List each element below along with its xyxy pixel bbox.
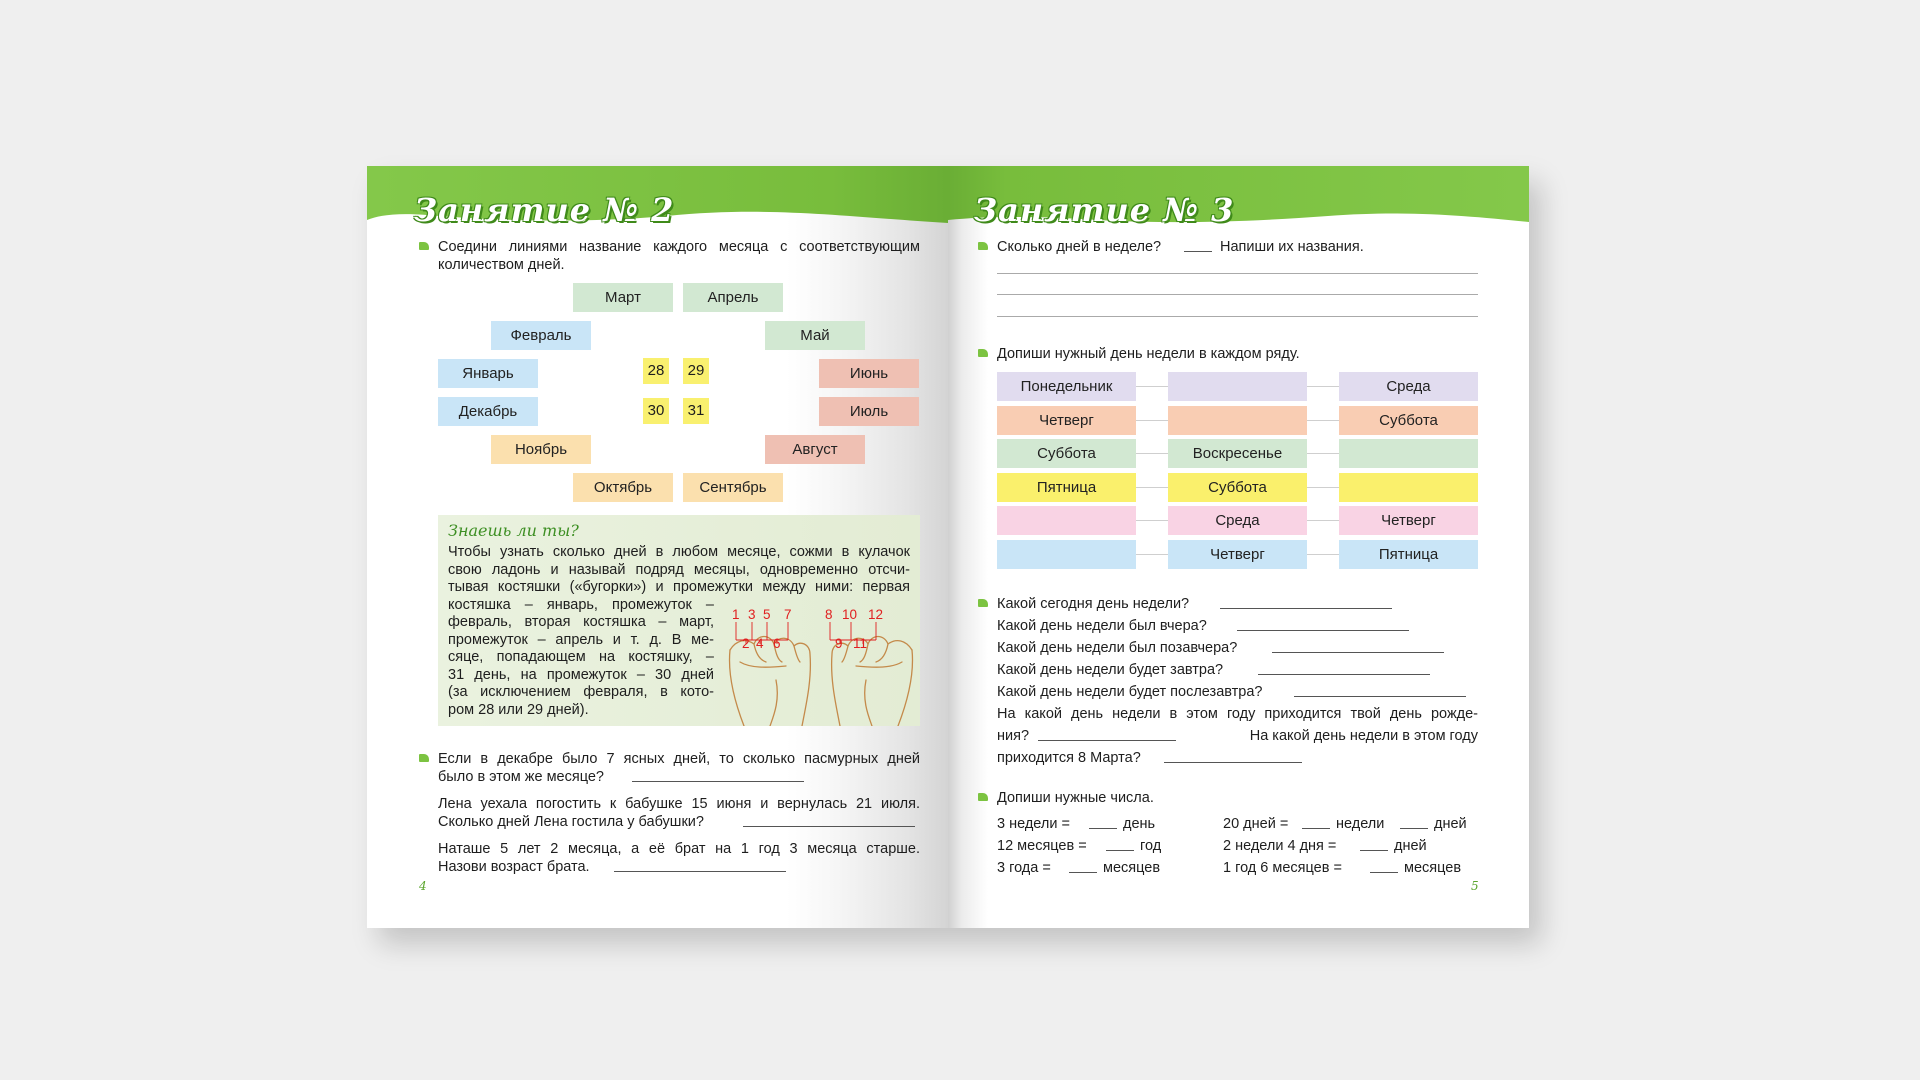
row-connector bbox=[1136, 520, 1168, 521]
page-number: 4 bbox=[419, 879, 427, 893]
row-connector bbox=[1307, 554, 1339, 555]
right-page bbox=[948, 166, 1529, 928]
question-today: Какой сегодня день недели? bbox=[997, 596, 1190, 612]
days-31[interactable]: 31 bbox=[683, 398, 709, 424]
know-line: Чтобы узнать сколько дней в любом месяце, сожми в кулачок bbox=[448, 544, 910, 560]
task2-text: Допиши нужный день недели в каждом ряду. bbox=[997, 346, 1300, 362]
row-connector bbox=[1307, 386, 1339, 387]
weekday-blank-cell[interactable] bbox=[997, 506, 1136, 535]
month-october[interactable]: Октябрь bbox=[573, 473, 673, 502]
task1-line2: количеством дней. bbox=[438, 257, 565, 273]
lesson-title: Занятие № 2 bbox=[414, 191, 675, 229]
answer-line[interactable] bbox=[1038, 740, 1176, 741]
task1-part2: Напиши их названия. bbox=[1220, 239, 1364, 255]
answer-line[interactable] bbox=[1272, 652, 1444, 653]
row-connector bbox=[1307, 420, 1339, 421]
conv-left-b: год bbox=[1140, 838, 1162, 854]
hand-number: 4 bbox=[756, 636, 764, 651]
month-march[interactable]: Март bbox=[573, 283, 673, 312]
conv-right-b: недели bbox=[1336, 816, 1385, 832]
task1-line1: Соедини линиями название каждого месяца с соответствующим bbox=[438, 239, 920, 255]
task2-line1: Если в декабре было 7 ясных дней, то сколько пасмурных дней bbox=[438, 751, 920, 767]
month-april[interactable]: Апрель bbox=[683, 283, 783, 312]
question-birthday-line1: На какой день недели в этом году приходится твой день рожде- bbox=[997, 706, 1478, 722]
weekday-cell: Четверг bbox=[1339, 506, 1478, 535]
answer-line[interactable] bbox=[1106, 850, 1134, 851]
conv-left-a: 3 года = bbox=[997, 860, 1051, 876]
answer-line[interactable] bbox=[1400, 828, 1428, 829]
know-line: свою ладонь и называй подряд месяцы, одновременно отсчи- bbox=[448, 561, 910, 578]
page-number: 5 bbox=[1471, 879, 1479, 893]
task-bullet bbox=[978, 242, 988, 250]
conv-left-a: 3 недели = bbox=[997, 816, 1070, 832]
task3-line2: Сколько дней Лена гостила у бабушки? bbox=[438, 814, 704, 830]
task2-line2: было в этом же месяце? bbox=[438, 769, 604, 785]
month-may[interactable]: Май bbox=[765, 321, 865, 350]
task1-part1: Сколько дней в неделе? bbox=[997, 239, 1162, 255]
question-march8-line1: На какой день недели в этом году bbox=[1249, 728, 1478, 744]
weekday-cell: Пятница bbox=[1339, 540, 1478, 569]
answer-line[interactable] bbox=[1069, 872, 1097, 873]
task4-line2: Назови возраст брата. bbox=[438, 859, 590, 875]
weekday-cell: Суббота bbox=[1339, 406, 1478, 435]
writing-line[interactable] bbox=[997, 316, 1478, 317]
answer-line[interactable] bbox=[1302, 828, 1330, 829]
days-29[interactable]: 29 bbox=[683, 358, 709, 384]
month-november[interactable]: Ноябрь bbox=[491, 435, 591, 464]
conv-right-b: месяцев bbox=[1404, 860, 1462, 876]
weekday-cell: Пятница bbox=[997, 473, 1136, 502]
conv-right-a: 20 дней = bbox=[1223, 816, 1289, 832]
hand-number: 6 bbox=[773, 636, 781, 651]
did-you-know-box bbox=[438, 515, 920, 726]
row-connector bbox=[1307, 520, 1339, 521]
writing-line[interactable] bbox=[997, 273, 1478, 274]
weekday-cell: Среда bbox=[1168, 506, 1307, 535]
question-day-after-tomorrow: Какой день недели будет послезавтра? bbox=[997, 684, 1263, 700]
answer-line[interactable] bbox=[1294, 696, 1466, 697]
month-august[interactable]: Август bbox=[765, 435, 865, 464]
know-line: 31 день, на промежуток – 30 дней bbox=[448, 666, 714, 683]
writing-line[interactable] bbox=[997, 294, 1478, 295]
month-february[interactable]: Февраль bbox=[491, 321, 591, 350]
question-tomorrow: Какой день недели будет завтра? bbox=[997, 662, 1224, 678]
weekday-blank-cell[interactable] bbox=[1168, 372, 1307, 401]
task4-title: Допиши нужные числа. bbox=[997, 790, 1154, 806]
answer-line[interactable] bbox=[1220, 608, 1392, 609]
answer-line[interactable] bbox=[743, 826, 915, 827]
weekday-blank-cell[interactable] bbox=[1339, 473, 1478, 502]
know-line: (за исключением февраля, в кото- bbox=[448, 684, 714, 700]
task-bullet bbox=[978, 793, 988, 801]
workbook-spread bbox=[367, 166, 1529, 928]
task-bullet bbox=[978, 349, 988, 357]
task-bullet bbox=[419, 242, 429, 250]
question-march8-line2: приходится 8 Марта? bbox=[997, 750, 1141, 766]
hand-number: 3 bbox=[748, 607, 756, 622]
task4-line1: Наташе 5 лет 2 месяца, а её брат на 1 год 3 месяца старше. bbox=[438, 841, 920, 857]
hand-number: 9 bbox=[835, 636, 843, 651]
hand-number: 5 bbox=[763, 607, 771, 622]
did-you-know-title: Знаешь ли ты? bbox=[448, 521, 579, 540]
conv-left-b: день bbox=[1123, 816, 1156, 832]
lesson-title: Занятие № 3 bbox=[974, 191, 1235, 229]
task-bullet bbox=[419, 754, 429, 762]
know-line: февраль, вторая костяшка – март, bbox=[448, 614, 714, 630]
task3-line1: Лена уехала погостить к бабушке 15 июня и вернулась 21 июля. bbox=[438, 796, 920, 812]
conv-left-a: 12 месяцев = bbox=[997, 838, 1087, 854]
row-connector bbox=[1136, 420, 1168, 421]
weekday-cell: Четверг bbox=[1168, 540, 1307, 569]
weekday-cell: Суббота bbox=[997, 439, 1136, 468]
question-yesterday: Какой день недели был вчера? bbox=[997, 618, 1207, 634]
weekday-blank-cell[interactable] bbox=[1339, 439, 1478, 468]
row-connector bbox=[1307, 453, 1339, 454]
weekday-cell: Среда bbox=[1339, 372, 1478, 401]
weekday-cell: Понедельник bbox=[997, 372, 1136, 401]
conv-right-a: 1 год 6 месяцев = bbox=[1223, 860, 1342, 876]
hand-number: 2 bbox=[742, 636, 750, 651]
question-day-before-yesterday: Какой день недели был позавчера? bbox=[997, 640, 1238, 656]
conv-left-b: месяцев bbox=[1103, 860, 1161, 876]
hand-number: 12 bbox=[868, 607, 884, 622]
weekday-cell: Воскресенье bbox=[1168, 439, 1307, 468]
answer-line[interactable] bbox=[1258, 674, 1430, 675]
know-line: тывая костяшки («бугорки») и промежутки между ними: первая bbox=[448, 579, 910, 595]
days-28[interactable]: 28 bbox=[643, 358, 669, 384]
month-june[interactable]: Июнь bbox=[819, 359, 919, 388]
know-line: промежуток – апрель и т. д. В ме- bbox=[448, 631, 714, 648]
row-connector bbox=[1136, 453, 1168, 454]
answer-line[interactable] bbox=[614, 871, 786, 872]
weekday-cell: Суббота bbox=[1168, 473, 1307, 502]
conv-right-c: дней bbox=[1434, 816, 1467, 832]
month-january[interactable]: Январь bbox=[438, 359, 538, 388]
hand-number: 10 bbox=[842, 607, 858, 622]
weekday-cell: Четверг bbox=[997, 406, 1136, 435]
left-page bbox=[367, 166, 948, 928]
weekday-blank-cell[interactable] bbox=[997, 540, 1136, 569]
row-connector bbox=[1307, 487, 1339, 488]
month-december[interactable]: Декабрь bbox=[438, 397, 538, 426]
row-connector bbox=[1136, 386, 1168, 387]
hand-number: 1 bbox=[732, 607, 740, 622]
answer-line[interactable] bbox=[1089, 828, 1117, 829]
know-line: сяце, попадающем на костяшку, – bbox=[448, 649, 714, 665]
task-bullet bbox=[978, 599, 988, 607]
know-line: костяшка – январь, промежуток – bbox=[448, 596, 714, 613]
answer-line[interactable] bbox=[1237, 630, 1409, 631]
month-july[interactable]: Июль bbox=[819, 397, 919, 426]
conv-right-a: 2 недели 4 дня = bbox=[1223, 838, 1337, 854]
conv-right-b: дней bbox=[1394, 838, 1427, 854]
answer-line[interactable] bbox=[1184, 251, 1212, 252]
hand-number: 8 bbox=[825, 607, 833, 622]
hand-number: 7 bbox=[784, 607, 792, 622]
question-birthday-line2a: ния? bbox=[997, 728, 1030, 744]
answer-line[interactable] bbox=[632, 781, 804, 782]
row-connector bbox=[1136, 487, 1168, 488]
answer-line[interactable] bbox=[1370, 872, 1398, 873]
row-connector bbox=[1136, 554, 1168, 555]
days-30[interactable]: 30 bbox=[643, 398, 669, 424]
hand-number: 11 bbox=[853, 636, 868, 651]
fists-illustration bbox=[726, 610, 916, 726]
month-september[interactable]: Сентябрь bbox=[683, 473, 783, 502]
weekday-blank-cell[interactable] bbox=[1168, 406, 1307, 435]
answer-line[interactable] bbox=[1360, 850, 1388, 851]
know-line: ром 28 или 29 дней). bbox=[448, 701, 589, 718]
answer-line[interactable] bbox=[1164, 762, 1302, 763]
